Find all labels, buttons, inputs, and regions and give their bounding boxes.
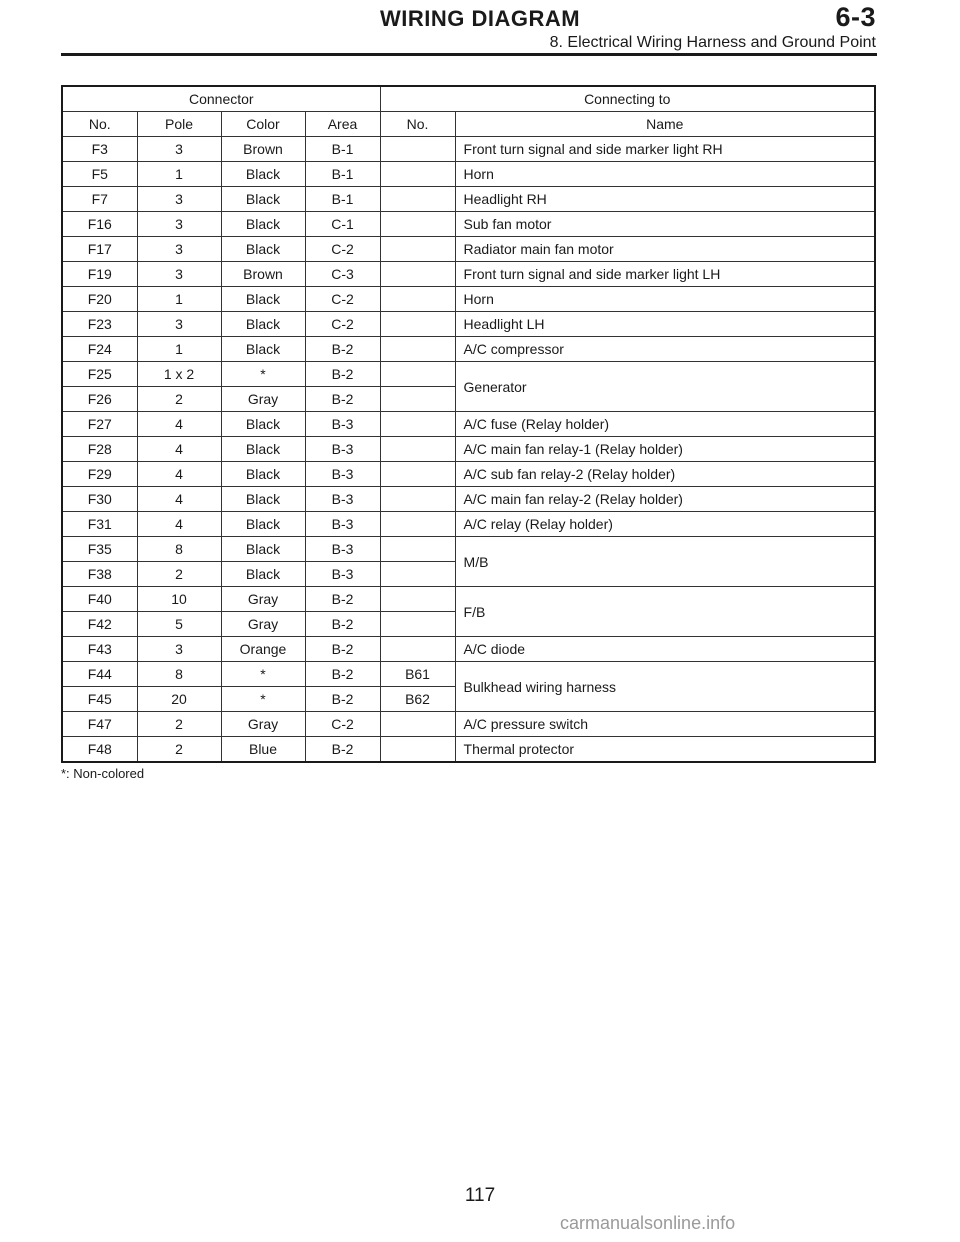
cell-to-no <box>380 412 455 437</box>
cell-name: Thermal protector <box>455 737 875 763</box>
cell-to-no <box>380 537 455 562</box>
table-row <box>62 287 875 312</box>
cell-area: B-2 <box>305 687 380 712</box>
cell-area: B-2 <box>305 587 380 612</box>
table-row <box>62 537 875 562</box>
cell-area: B-2 <box>305 637 380 662</box>
cell-pole: 3 <box>137 212 221 237</box>
col-header-to-no: No. <box>380 112 455 137</box>
table-row <box>62 237 875 262</box>
cell-to-no <box>380 387 455 412</box>
cell-name: Headlight LH <box>455 312 875 337</box>
header-rule <box>61 53 877 56</box>
table-row <box>62 412 875 437</box>
cell-color: Black <box>221 437 305 462</box>
cell-area: B-2 <box>305 737 380 763</box>
cell-color: Black <box>221 412 305 437</box>
table-row <box>62 337 875 362</box>
cell-conn-no: F38 <box>62 562 137 587</box>
cell-name: Headlight RH <box>455 187 875 212</box>
cell-color: Gray <box>221 587 305 612</box>
connector-table <box>61 85 876 763</box>
cell-area: B-3 <box>305 412 380 437</box>
cell-name: A/C fuse (Relay holder) <box>455 412 875 437</box>
cell-name: Front turn signal and side marker light LH <box>455 262 875 287</box>
cell-area: B-1 <box>305 187 380 212</box>
cell-pole: 5 <box>137 612 221 637</box>
table-row <box>62 162 875 187</box>
cell-to-no <box>380 437 455 462</box>
cell-pole: 2 <box>137 562 221 587</box>
group-header-row <box>62 86 875 112</box>
table-row <box>62 587 875 612</box>
table-row <box>62 637 875 662</box>
cell-color: * <box>221 362 305 387</box>
cell-area: C-1 <box>305 212 380 237</box>
cell-name: A/C compressor <box>455 337 875 362</box>
table-row <box>62 212 875 237</box>
cell-conn-no: F30 <box>62 487 137 512</box>
cell-name: A/C sub fan relay-2 (Relay holder) <box>455 462 875 487</box>
page-title: WIRING DIAGRAM <box>379 6 581 31</box>
col-header-color: Color <box>221 112 305 137</box>
cell-color: Black <box>221 537 305 562</box>
cell-name: F/B <box>455 587 875 637</box>
cell-to-no <box>380 637 455 662</box>
cell-to-no <box>380 587 455 612</box>
cell-area: B-2 <box>305 362 380 387</box>
cell-color: Gray <box>221 612 305 637</box>
cell-pole: 1 <box>137 337 221 362</box>
cell-name: A/C relay (Relay holder) <box>455 512 875 537</box>
cell-conn-no: F28 <box>62 437 137 462</box>
table-row <box>62 662 875 687</box>
table-row <box>62 437 875 462</box>
cell-name: Front turn signal and side marker light RH <box>455 137 875 162</box>
cell-name: Horn <box>455 162 875 187</box>
cell-name: Sub fan motor <box>455 212 875 237</box>
cell-conn-no: F40 <box>62 587 137 612</box>
col-header-name: Name <box>455 112 875 137</box>
cell-pole: 3 <box>137 312 221 337</box>
cell-to-no <box>380 262 455 287</box>
cell-area: B-3 <box>305 512 380 537</box>
cell-name: Horn <box>455 287 875 312</box>
cell-area: B-2 <box>305 337 380 362</box>
cell-area: B-1 <box>305 162 380 187</box>
cell-pole: 1 x 2 <box>137 362 221 387</box>
cell-conn-no: F42 <box>62 612 137 637</box>
cell-conn-no: F26 <box>62 387 137 412</box>
cell-to-no <box>380 337 455 362</box>
col-header-pole: Pole <box>137 112 221 137</box>
cell-name: A/C main fan relay-1 (Relay holder) <box>455 437 875 462</box>
cell-area: B-2 <box>305 662 380 687</box>
table-row <box>62 712 875 737</box>
column-header-row <box>62 112 875 137</box>
cell-color: Black <box>221 337 305 362</box>
connector-group-header: Connector <box>62 86 380 112</box>
cell-area: B-3 <box>305 562 380 587</box>
cell-conn-no: F44 <box>62 662 137 687</box>
cell-conn-no: F35 <box>62 537 137 562</box>
cell-pole: 2 <box>137 387 221 412</box>
cell-to-no <box>380 562 455 587</box>
cell-color: Brown <box>221 137 305 162</box>
cell-pole: 4 <box>137 437 221 462</box>
cell-conn-no: F31 <box>62 512 137 537</box>
table-row <box>62 512 875 537</box>
cell-name: Bulkhead wiring harness <box>455 662 875 712</box>
cell-area: B-3 <box>305 487 380 512</box>
cell-pole: 4 <box>137 412 221 437</box>
cell-to-no <box>380 212 455 237</box>
cell-to-no <box>380 312 455 337</box>
cell-area: C-3 <box>305 262 380 287</box>
cell-conn-no: F48 <box>62 737 137 763</box>
cell-conn-no: F24 <box>62 337 137 362</box>
cell-to-no <box>380 462 455 487</box>
cell-area: B-2 <box>305 387 380 412</box>
cell-conn-no: F5 <box>62 162 137 187</box>
table-row <box>62 487 875 512</box>
cell-to-no <box>380 162 455 187</box>
cell-name: Radiator main fan motor <box>455 237 875 262</box>
cell-pole: 3 <box>137 137 221 162</box>
col-header-area: Area <box>305 112 380 137</box>
cell-color: Blue <box>221 737 305 763</box>
cell-pole: 10 <box>137 587 221 612</box>
table-row <box>62 362 875 387</box>
cell-conn-no: F7 <box>62 187 137 212</box>
cell-to-no <box>380 612 455 637</box>
cell-color: Black <box>221 462 305 487</box>
cell-conn-no: F27 <box>62 412 137 437</box>
cell-color: Brown <box>221 262 305 287</box>
page-number: 117 <box>464 1185 496 1206</box>
cell-pole: 4 <box>137 462 221 487</box>
cell-name: A/C main fan relay-2 (Relay holder) <box>455 487 875 512</box>
cell-pole: 1 <box>137 162 221 187</box>
cell-pole: 3 <box>137 262 221 287</box>
cell-pole: 4 <box>137 487 221 512</box>
cell-conn-no: F17 <box>62 237 137 262</box>
cell-color: Black <box>221 187 305 212</box>
cell-conn-no: F16 <box>62 212 137 237</box>
table-row <box>62 137 875 162</box>
cell-color: Orange <box>221 637 305 662</box>
cell-to-no <box>380 137 455 162</box>
cell-pole: 3 <box>137 637 221 662</box>
cell-color: Black <box>221 512 305 537</box>
cell-to-no <box>380 487 455 512</box>
table-row <box>62 737 875 763</box>
cell-pole: 3 <box>137 237 221 262</box>
cell-pole: 2 <box>137 712 221 737</box>
cell-color: Black <box>221 162 305 187</box>
cell-area: B-3 <box>305 537 380 562</box>
cell-conn-no: F47 <box>62 712 137 737</box>
cell-to-no <box>380 187 455 212</box>
section-number: 6-3 <box>835 2 876 32</box>
cell-area: C-2 <box>305 712 380 737</box>
cell-area: B-3 <box>305 462 380 487</box>
cell-to-no <box>380 237 455 262</box>
section-subtitle: 8. Electrical Wiring Harness and Ground Point <box>549 34 876 51</box>
cell-pole: 1 <box>137 287 221 312</box>
cell-area: C-2 <box>305 237 380 262</box>
cell-conn-no: F43 <box>62 637 137 662</box>
cell-area: B-2 <box>305 612 380 637</box>
connecting-to-group-header: Connecting to <box>380 86 875 112</box>
cell-pole: 3 <box>137 187 221 212</box>
cell-color: Gray <box>221 387 305 412</box>
cell-color: Black <box>221 487 305 512</box>
cell-color: Black <box>221 562 305 587</box>
cell-color: Black <box>221 287 305 312</box>
cell-name: Generator <box>455 362 875 412</box>
cell-conn-no: F19 <box>62 262 137 287</box>
cell-color: Gray <box>221 712 305 737</box>
cell-conn-no: F25 <box>62 362 137 387</box>
cell-conn-no: F20 <box>62 287 137 312</box>
table-row <box>62 312 875 337</box>
cell-color: Black <box>221 212 305 237</box>
cell-to-no <box>380 737 455 763</box>
watermark: carmanualsonline.info <box>560 1213 736 1233</box>
cell-to-no: B61 <box>380 662 455 687</box>
cell-pole: 4 <box>137 512 221 537</box>
cell-conn-no: F45 <box>62 687 137 712</box>
cell-area: C-2 <box>305 287 380 312</box>
cell-to-no <box>380 362 455 387</box>
table-row <box>62 187 875 212</box>
table-row <box>62 462 875 487</box>
cell-pole: 2 <box>137 737 221 763</box>
footnote: *: Non-colored <box>61 766 145 781</box>
cell-color: * <box>221 687 305 712</box>
cell-to-no <box>380 287 455 312</box>
cell-conn-no: F29 <box>62 462 137 487</box>
cell-pole: 20 <box>137 687 221 712</box>
cell-pole: 8 <box>137 662 221 687</box>
cell-to-no <box>380 512 455 537</box>
cell-area: B-1 <box>305 137 380 162</box>
cell-area: B-3 <box>305 437 380 462</box>
cell-conn-no: F23 <box>62 312 137 337</box>
cell-to-no: B62 <box>380 687 455 712</box>
cell-name: M/B <box>455 537 875 587</box>
table-row <box>62 262 875 287</box>
cell-color: * <box>221 662 305 687</box>
col-header-no: No. <box>62 112 137 137</box>
cell-conn-no: F3 <box>62 137 137 162</box>
cell-area: C-2 <box>305 312 380 337</box>
cell-name: A/C pressure switch <box>455 712 875 737</box>
cell-color: Black <box>221 312 305 337</box>
cell-to-no <box>380 712 455 737</box>
cell-name: A/C diode <box>455 637 875 662</box>
cell-pole: 8 <box>137 537 221 562</box>
cell-color: Black <box>221 237 305 262</box>
